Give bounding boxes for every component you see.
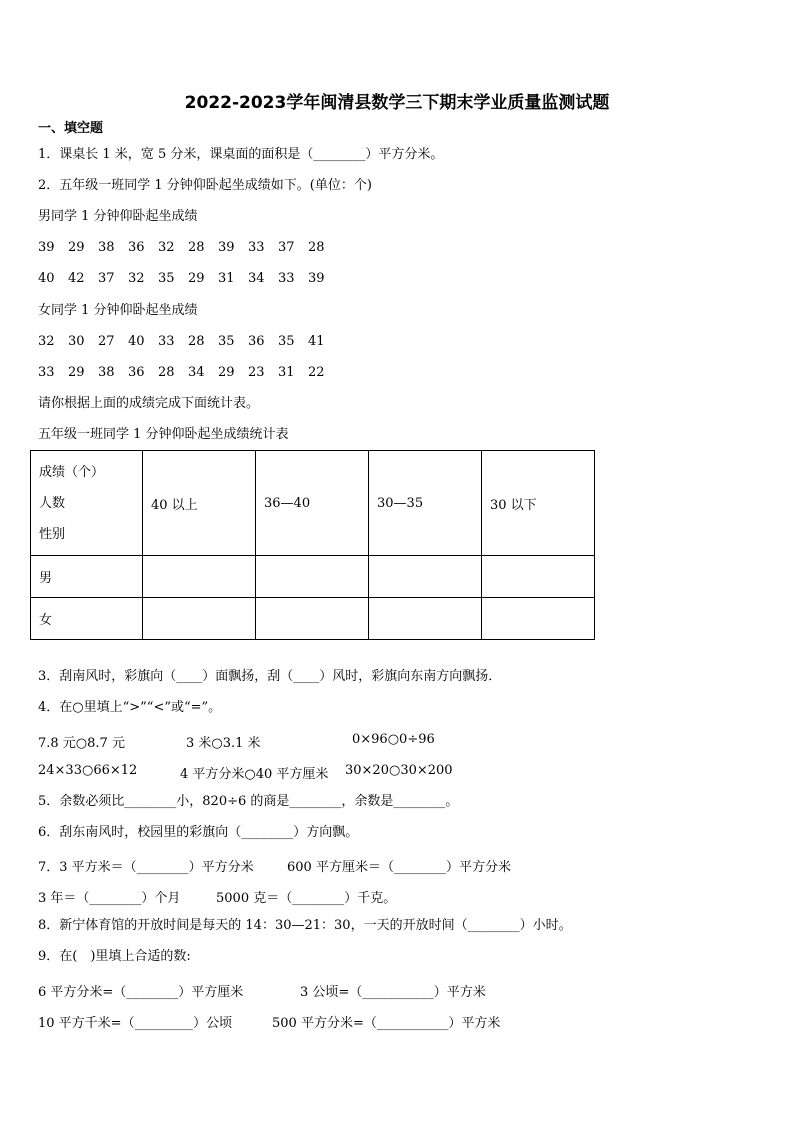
question-9b: 3 公顷=（___________）平方米: [300, 985, 486, 1000]
question-7b: 600 平方厘米＝（________）平方分米: [287, 860, 511, 875]
score: 29: [68, 365, 85, 380]
question-1: 1．课桌长 1 米，宽 5 分米，课桌面的面积是（________）平方分米。: [38, 147, 444, 162]
answer-cell[interactable]: [256, 556, 369, 598]
answer-cell[interactable]: [256, 598, 369, 640]
boys-caption: 男同学 1 分钟仰卧起坐成绩: [38, 209, 198, 224]
section-heading: 一、填空题: [38, 121, 104, 136]
score: 41: [308, 334, 325, 349]
corner-label-gender: 性别: [39, 526, 66, 542]
score: 42: [68, 271, 85, 286]
score: 32: [158, 240, 175, 255]
question-7c: 3 年＝（________）个月: [38, 891, 181, 906]
score: 31: [218, 271, 235, 286]
corner-label-score: 成绩（个）: [39, 464, 105, 480]
question-9c: 10 平方千米=（_________）公顷: [38, 1016, 233, 1031]
compare-item: 30×20○30×200: [345, 763, 453, 778]
score: 39: [38, 240, 55, 255]
compare-item: 4 平方分米○40 平方厘米: [180, 767, 329, 782]
corner-cell: [31, 451, 143, 556]
girls-scores-row-2: [38, 365, 338, 381]
score: 32: [128, 271, 145, 286]
score: 33: [248, 240, 265, 255]
answer-cell[interactable]: [482, 556, 595, 598]
table-header-row: [31, 451, 595, 556]
question-5: 5．余数必须比________小，820÷6 的商是________，余数是________。: [38, 794, 459, 809]
score: 22: [308, 365, 325, 380]
answer-cell[interactable]: [369, 598, 482, 640]
answer-cell[interactable]: [143, 556, 256, 598]
compare-item: 3 米○3.1 米: [186, 736, 261, 751]
column-header: 30 以下: [482, 451, 595, 556]
score: 38: [98, 365, 115, 380]
question-2: 2．五年级一班同学 1 分钟仰卧起坐成绩如下。(单位：个): [38, 178, 372, 193]
column-header: 40 以上: [143, 451, 256, 556]
compare-item: 0×96○0÷96: [352, 732, 435, 747]
score: 36: [128, 365, 145, 380]
answer-cell[interactable]: [369, 556, 482, 598]
question-8: 8．新宁体育馆的开放时间是每天的 14：30—21：30，一天的开放时间（________）小时。: [38, 918, 572, 933]
question-3: 3．刮南风时，彩旗向（____）面飘扬，刮（____）风时，彩旗向东南方向飘扬．: [38, 669, 502, 684]
answer-cell[interactable]: [482, 598, 595, 640]
score: 35: [218, 334, 235, 349]
score: 28: [188, 334, 205, 349]
girls-scores-row-1: [38, 334, 338, 350]
score: 35: [278, 334, 295, 349]
score: 37: [278, 240, 295, 255]
score: 30: [68, 334, 85, 349]
score: 29: [188, 271, 205, 286]
score: 40: [128, 334, 145, 349]
score: 27: [98, 334, 115, 349]
score: 33: [38, 365, 55, 380]
question-6: 6．刮东南风时，校园里的彩旗向（________）方向飘。: [38, 825, 359, 840]
question-7a: 7．3 平方米＝（________）平方分米: [38, 860, 254, 875]
statistics-table: [30, 450, 595, 640]
instruction: 请你根据上面的成绩完成下面统计表。: [38, 396, 260, 411]
corner-label-count: 人数: [39, 495, 66, 511]
score: 32: [38, 334, 55, 349]
column-header: 36—40: [256, 451, 369, 556]
question-9: 9．在( )里填上合适的数:: [38, 949, 191, 964]
page-title: 2022-2023学年闽清县数学三下期末学业质量监测试题: [184, 93, 610, 113]
score: 36: [128, 240, 145, 255]
girls-caption: 女同学 1 分钟仰卧起坐成绩: [38, 303, 198, 318]
question-9a: 6 平方分米=（________）平方厘米: [38, 985, 244, 1000]
score: 40: [38, 271, 55, 286]
row-header: 男: [31, 556, 143, 598]
score: 37: [98, 271, 115, 286]
question-4: 4．在○里填上“>”“<”或“=”。: [38, 700, 222, 715]
table-caption: 五年级一班同学 1 分钟仰卧起坐成绩统计表: [38, 427, 289, 442]
score: 28: [158, 365, 175, 380]
table-row: [31, 556, 595, 598]
score: 29: [68, 240, 85, 255]
score: 23: [248, 365, 265, 380]
question-9d: 500 平方分米=（___________）平方米: [272, 1016, 501, 1031]
question-7d: 5000 克＝（________）千克。: [216, 891, 397, 906]
compare-item: 7.8 元○8.7 元: [38, 736, 125, 751]
row-header: 女: [31, 598, 143, 640]
score: 34: [248, 271, 265, 286]
column-header: 30—35: [369, 451, 482, 556]
score: 31: [278, 365, 295, 380]
score: 39: [218, 240, 235, 255]
score: 35: [158, 271, 175, 286]
score: 28: [188, 240, 205, 255]
score: 34: [188, 365, 205, 380]
score: 33: [278, 271, 295, 286]
answer-cell[interactable]: [143, 598, 256, 640]
score: 33: [158, 334, 175, 349]
score: 39: [308, 271, 325, 286]
score: 36: [248, 334, 265, 349]
score: 38: [98, 240, 115, 255]
table-row: [31, 598, 595, 640]
score: 28: [308, 240, 325, 255]
boys-scores-row-1: [38, 240, 338, 256]
boys-scores-row-2: [38, 271, 338, 287]
score: 29: [218, 365, 235, 380]
compare-item: 24×33○66×12: [38, 763, 138, 778]
